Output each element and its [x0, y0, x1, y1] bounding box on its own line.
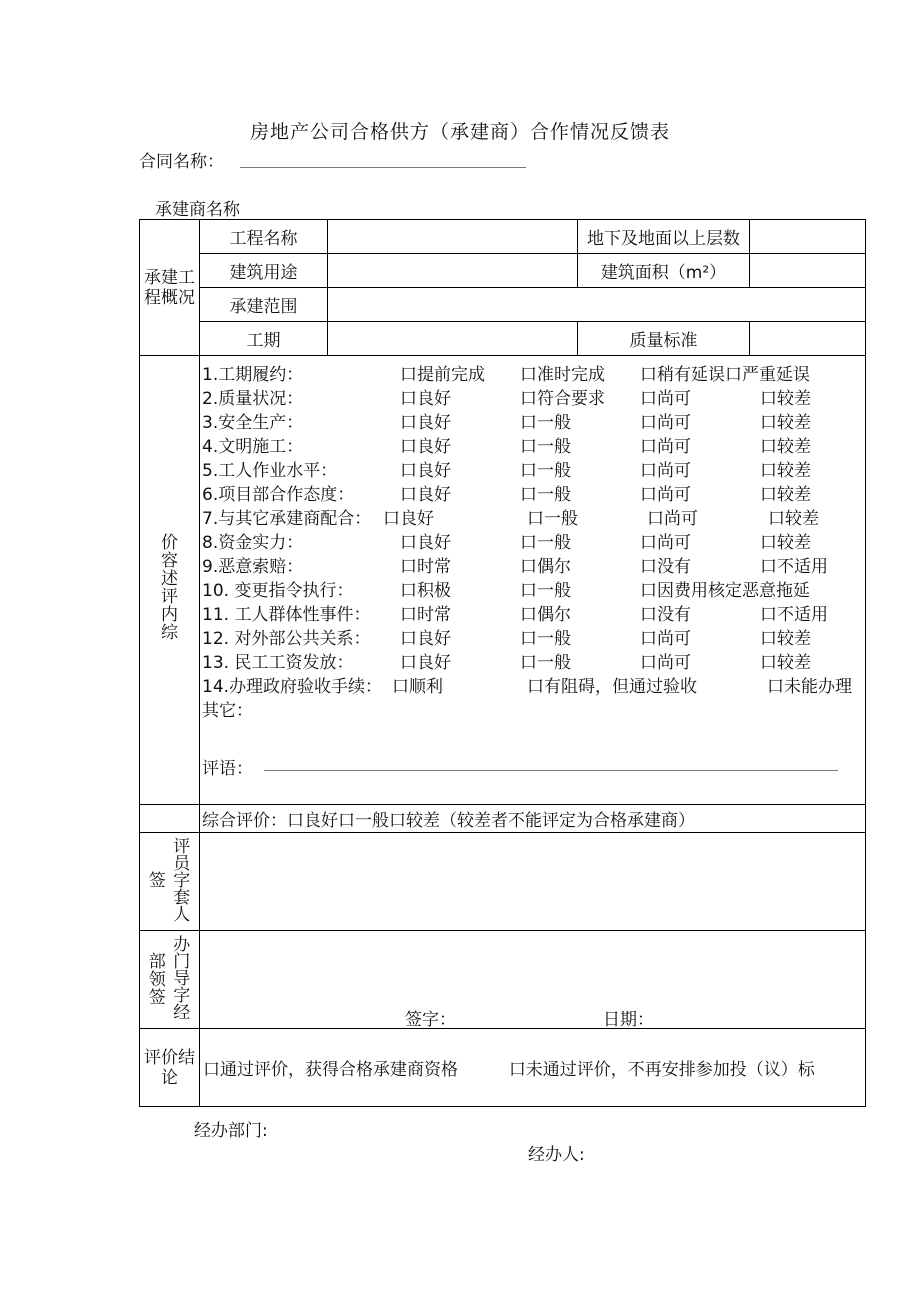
date-label: 日期：	[603, 1010, 654, 1030]
evaluation-option-checkbox[interactable]: 口顺利	[392, 677, 443, 697]
building-area-field[interactable]	[750, 254, 866, 288]
department-label: 经办部门:	[194, 1121, 268, 1141]
evaluation-option-checkbox[interactable]: 口一般	[520, 581, 571, 601]
contractor-name-label: 承建商名称	[155, 200, 240, 220]
floors-label: 地下及地面以上层数	[578, 220, 750, 254]
evaluation-option-checkbox[interactable]: 口良好	[400, 461, 451, 481]
evaluation-option-checkbox[interactable]: 口一般	[520, 437, 571, 457]
review-label: 评语：	[202, 759, 253, 779]
project-name-field[interactable]	[328, 220, 578, 254]
evaluation-option-checkbox[interactable]: 口时常	[400, 557, 451, 577]
evaluation-option-checkbox[interactable]: 口尚可	[640, 653, 691, 673]
evaluation-option-checkbox[interactable]: 口良好	[383, 509, 434, 529]
evaluation-item-label: 2.质量状况：	[202, 389, 304, 409]
conclusion-fail-option[interactable]: 口未通过评价，不再安排参加投（议）标	[508, 1060, 815, 1080]
evaluation-item-label: 6.项目部合作态度：	[202, 485, 355, 505]
evaluation-option-checkbox[interactable]: 口一般	[520, 653, 571, 673]
evaluation-option-checkbox[interactable]: 口偶尔	[520, 605, 571, 625]
evaluation-item-label: 10. 变更指令执行：	[202, 581, 354, 601]
overview-section-label: 承建工 程概况	[140, 220, 200, 356]
building-use-label: 建筑用途	[200, 254, 328, 288]
evaluation-option-checkbox[interactable]: 口积极	[400, 581, 451, 601]
evaluation-option-checkbox[interactable]: 口尚可	[640, 389, 691, 409]
evaluation-item-label: 5.工人作业水平：	[202, 461, 338, 481]
evaluation-item-label: 8.资金实力：	[202, 533, 304, 553]
evaluation-item-label: 11. 工人群体性事件：	[202, 605, 371, 625]
evaluation-items	[200, 356, 866, 805]
dept-head-signature-field[interactable]	[200, 931, 866, 1029]
dept-head-signature-label: 部 领 签 办 门 导 字 经	[140, 931, 200, 1029]
evaluation-option-checkbox[interactable]: 口尚可	[640, 413, 691, 433]
evaluation-option-checkbox[interactable]: 口有阻碍，但通过验收	[527, 677, 697, 697]
evaluation-item-label: 9.恶意索赔：	[202, 557, 304, 577]
evaluation-option-checkbox[interactable]: 口尚可	[640, 461, 691, 481]
evaluation-option-checkbox[interactable]: 口一般	[520, 485, 571, 505]
evaluation-option-checkbox[interactable]: 口尚可	[640, 533, 691, 553]
evaluation-item-label: 14.办理政府验收手续：	[202, 677, 383, 697]
evaluation-option-checkbox[interactable]: 口准时完成	[520, 365, 605, 385]
evaluation-option-checkbox[interactable]: 口稍有延误口严重延误	[640, 365, 810, 385]
evaluation-option-checkbox[interactable]: 口尚可	[647, 509, 698, 529]
evaluation-option-checkbox[interactable]: 口不适用	[760, 605, 828, 625]
evaluation-option-checkbox[interactable]: 口较差	[760, 629, 811, 649]
evaluation-option-checkbox[interactable]: 口良好	[400, 533, 451, 553]
evaluation-option-checkbox[interactable]: 口时常	[400, 605, 451, 625]
duration-label: 工期	[200, 322, 328, 356]
feedback-table	[139, 219, 866, 1107]
overall-empty-cell	[140, 805, 200, 833]
evaluation-option-checkbox[interactable]: 口较差	[760, 437, 811, 457]
evaluation-option-checkbox[interactable]: 口较差	[760, 461, 811, 481]
evaluation-option-checkbox[interactable]: 口一般	[527, 509, 578, 529]
evaluation-item-label: 1.工期履约：	[202, 365, 304, 385]
evaluation-option-checkbox[interactable]: 口一般	[520, 533, 571, 553]
quality-field[interactable]	[750, 322, 866, 356]
evaluation-option-checkbox[interactable]: 口偶尔	[520, 557, 571, 577]
quality-label: 质量标准	[578, 322, 750, 356]
evaluation-option-checkbox[interactable]: 口较差	[760, 413, 811, 433]
sign-label: 签字：	[405, 1010, 456, 1030]
evaluation-option-checkbox[interactable]: 口良好	[400, 413, 451, 433]
evaluation-option-checkbox[interactable]: 口一般	[520, 629, 571, 649]
handler-label: 经办人:	[528, 1145, 585, 1165]
evaluation-option-checkbox[interactable]: 口一般	[520, 461, 571, 481]
contract-name-label: 合同名称：	[139, 152, 224, 172]
evaluation-section-label: 价 容 述 评 内 综	[140, 356, 200, 805]
evaluation-option-checkbox[interactable]: 口良好	[400, 389, 451, 409]
conclusion-options	[200, 1029, 866, 1107]
review-field[interactable]	[264, 770, 838, 771]
duration-field[interactable]	[328, 322, 578, 356]
evaluation-option-checkbox[interactable]: 口良好	[400, 485, 451, 505]
evaluation-option-checkbox[interactable]: 口尚可	[640, 629, 691, 649]
evaluation-option-checkbox[interactable]: 口尚可	[640, 437, 691, 457]
scope-field[interactable]	[328, 288, 866, 322]
evaluation-item-label: 12. 对外部公共关系：	[202, 629, 371, 649]
evaluation-option-checkbox[interactable]: 口一般	[520, 413, 571, 433]
evaluation-item-label: 7.与其它承建商配合：	[202, 509, 372, 529]
scope-label: 承建范围	[200, 288, 328, 322]
evaluation-option-checkbox[interactable]: 口不适用	[760, 557, 828, 577]
evaluation-option-checkbox[interactable]: 口没有	[640, 557, 691, 577]
project-name-label: 工程名称	[200, 220, 328, 254]
evaluation-option-checkbox[interactable]: 口较差	[760, 533, 811, 553]
evaluation-option-checkbox[interactable]: 口良好	[400, 653, 451, 673]
evaluation-option-checkbox[interactable]: 口提前完成	[400, 365, 485, 385]
evaluation-option-checkbox[interactable]: 口较差	[768, 509, 819, 529]
evaluation-option-checkbox[interactable]: 口较差	[760, 485, 811, 505]
floors-field[interactable]	[750, 220, 866, 254]
conclusion-pass-option[interactable]: 口通过评价，获得合格承建商资格	[203, 1060, 458, 1080]
page-title: 房地产公司合格供方（承建商）合作情况反馈表	[249, 121, 670, 143]
evaluation-option-checkbox[interactable]: 口未能办理	[767, 677, 852, 697]
evaluator-signature-field[interactable]	[200, 833, 866, 931]
evaluation-option-checkbox[interactable]: 口没有	[640, 605, 691, 625]
evaluation-option-checkbox[interactable]: 口良好	[400, 437, 451, 457]
building-area-label: 建筑面积（m²）	[578, 254, 750, 288]
other-label: 其它：	[202, 701, 253, 721]
evaluation-option-checkbox[interactable]: 口符合要求	[520, 389, 605, 409]
overall-evaluation[interactable]: 综合评价：口良好口一般口较差（较差者不能评定为合格承建商）	[200, 805, 866, 833]
evaluation-option-checkbox[interactable]: 口较差	[760, 653, 811, 673]
evaluation-option-checkbox[interactable]: 口尚可	[640, 485, 691, 505]
evaluation-item-label: 4.文明施工：	[202, 437, 304, 457]
evaluation-item-label: 3.安全生产：	[202, 413, 304, 433]
building-use-field[interactable]	[328, 254, 578, 288]
evaluation-option-checkbox[interactable]: 口因费用核定恶意拖延	[640, 581, 810, 601]
evaluation-item-label: 13. 民工工资发放：	[202, 653, 354, 673]
evaluator-signature-label: 签 评 员 字 套 人	[140, 833, 200, 931]
conclusion-label: 评价结 论	[140, 1029, 200, 1107]
evaluation-option-checkbox[interactable]: 口较差	[760, 389, 811, 409]
contract-name-field[interactable]	[240, 167, 526, 168]
evaluation-option-checkbox[interactable]: 口良好	[400, 629, 451, 649]
